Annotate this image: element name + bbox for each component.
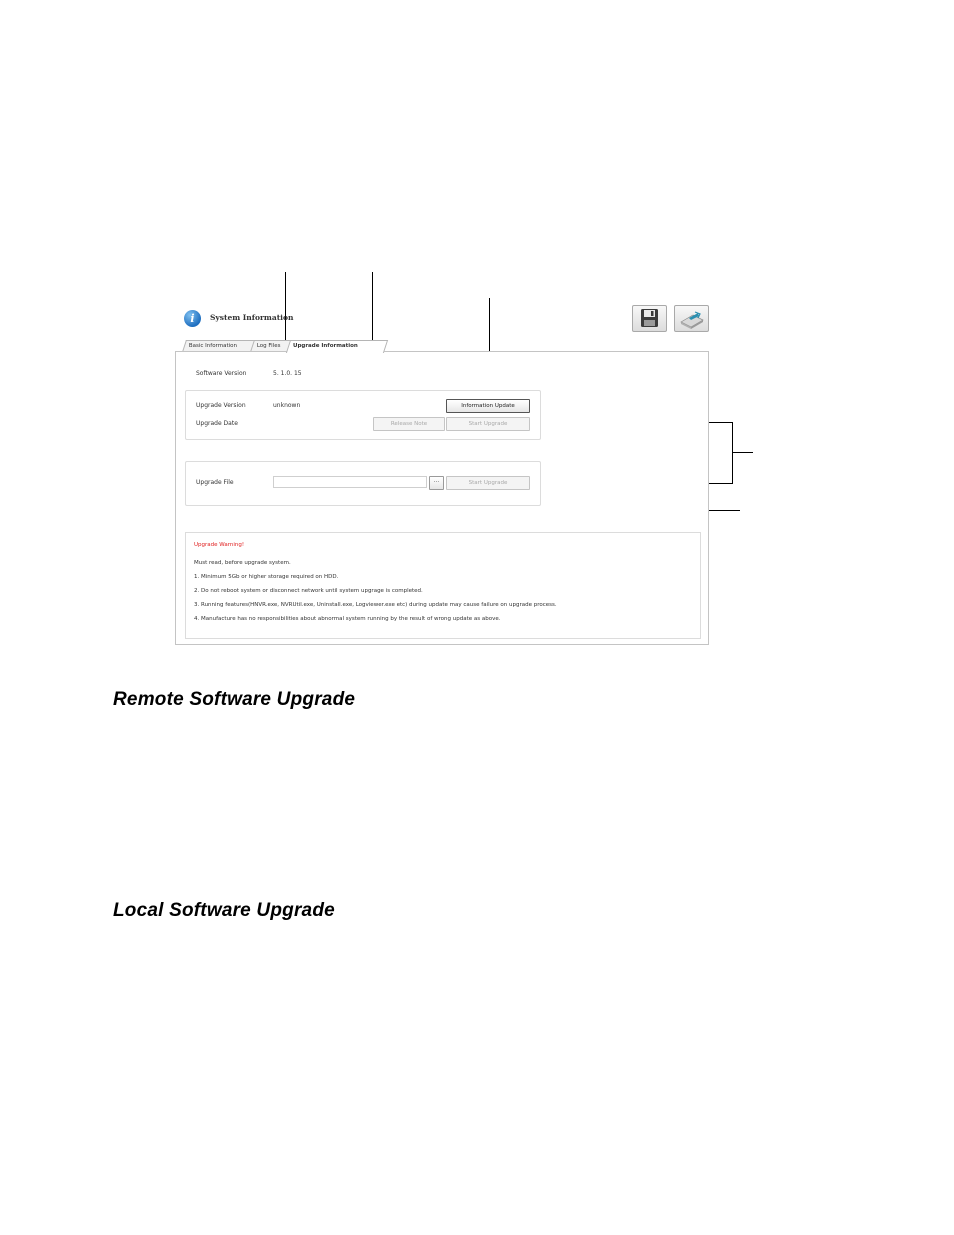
start-upgrade-local-button[interactable]: Start Upgrade — [446, 476, 530, 490]
information-update-button[interactable]: Information Update — [446, 399, 530, 413]
software-version-label: Software Version — [196, 370, 247, 377]
info-icon: i — [184, 310, 201, 327]
upgrade-version-label: Upgrade Version — [196, 402, 246, 409]
tab-label: Upgrade Information — [293, 343, 358, 349]
software-version-value: 5. 1.0. 15 — [273, 370, 302, 377]
warning-line: Must read, before upgrade system. — [194, 560, 291, 566]
local-upgrade-heading: Local Software Upgrade — [113, 900, 335, 921]
upgrade-warning-box — [185, 532, 701, 639]
tab-upgrade-information[interactable] — [286, 340, 388, 353]
warning-line: 4. Manufacture has no responsibilities about abnormal system running by the result of wrong update as above. — [194, 616, 501, 622]
upgrade-file-input[interactable] — [273, 476, 427, 488]
browse-button[interactable]: ... — [429, 476, 444, 490]
upgrade-date-label: Upgrade Date — [196, 420, 238, 427]
remote-upgrade-heading: Remote Software Upgrade — [113, 689, 356, 710]
release-note-button[interactable]: Release Note — [373, 417, 445, 431]
upgrade-file-label: Upgrade File — [196, 479, 234, 486]
warning-line: 3. Running features(HNVR.exe, NVRUtil.exe, Uninstall.exe, Logviewer.exe etc) during update may cause failure on upgrade process. — [194, 602, 557, 608]
tab-label: Basic Information — [188, 343, 237, 349]
warning-line: 1. Minimum 5Gb or higher storage required on HDD. — [194, 574, 339, 580]
callout-line — [732, 422, 733, 484]
warning-line: 2. Do not reboot system or disconnect network until system upgrage is completed. — [194, 588, 423, 594]
start-upgrade-button[interactable]: Start Upgrade — [446, 417, 530, 431]
export-icon[interactable] — [674, 305, 709, 332]
callout-line — [733, 452, 753, 453]
warning-title: Upgrade Warning! — [194, 542, 245, 548]
remote-upgrade-group — [185, 390, 541, 440]
tab-label: Log Files — [256, 343, 281, 349]
save-icon[interactable] — [632, 305, 667, 332]
upgrade-version-value: unknown — [273, 402, 301, 409]
dialog-title: System Information — [210, 313, 294, 322]
